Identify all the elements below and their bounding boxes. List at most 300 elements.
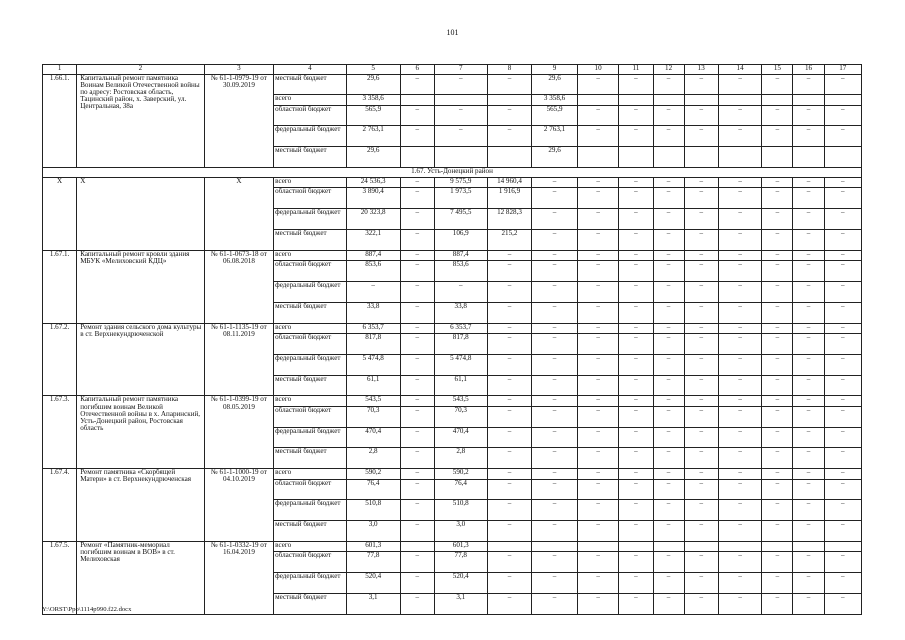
amount-cell: – — [762, 375, 793, 396]
amount-cell: – — [762, 282, 793, 303]
column-header: 17 — [824, 65, 861, 75]
item-number: 1.67.4. — [43, 469, 77, 542]
amount-cell: – — [532, 261, 578, 282]
amount-cell: – — [577, 500, 618, 521]
amount-cell: – — [824, 448, 861, 469]
expertise-number: X — [204, 178, 273, 251]
amount-cell: – — [653, 573, 684, 594]
amount-cell: – — [532, 334, 578, 355]
amount-cell: – — [653, 500, 684, 521]
amount-cell: 76,4 — [346, 479, 400, 500]
amount-cell — [653, 147, 684, 168]
amount-cell: 470,4 — [346, 427, 400, 448]
amount-cell: – — [684, 105, 718, 126]
amount-cell — [577, 541, 618, 551]
amount-cell: – — [487, 448, 532, 469]
amount-cell — [762, 147, 793, 168]
amount-cell: – — [577, 334, 618, 355]
amount-cell — [793, 541, 824, 551]
amount-cell: 6 353,7 — [346, 323, 400, 333]
funding-source: областной бюджет — [274, 261, 347, 282]
column-header: 14 — [718, 65, 762, 75]
amount-cell: – — [824, 469, 861, 479]
expertise-number: № 61-1-0979-19 от 30.09.2019 — [204, 74, 273, 168]
amount-cell: 565,9 — [346, 105, 400, 126]
funding-source: местный бюджет — [274, 375, 347, 396]
amount-cell: – — [487, 250, 532, 260]
amount-cell: – — [684, 209, 718, 230]
funding-source: областной бюджет — [274, 479, 347, 500]
amount-cell: – — [400, 250, 434, 260]
amount-cell — [400, 147, 434, 168]
amount-cell: – — [718, 105, 762, 126]
amount-cell — [684, 147, 718, 168]
amount-cell: – — [762, 521, 793, 542]
amount-cell — [400, 95, 434, 105]
amount-cell: – — [684, 375, 718, 396]
amount-cell: 33,8 — [346, 302, 400, 323]
amount-cell: 590,2 — [346, 469, 400, 479]
amount-cell: – — [619, 593, 653, 614]
amount-cell: – — [653, 469, 684, 479]
amount-cell: – — [684, 188, 718, 209]
amount-cell: – — [653, 427, 684, 448]
amount-cell: – — [577, 354, 618, 375]
amount-cell: – — [577, 573, 618, 594]
amount-cell: – — [577, 209, 618, 230]
amount-cell: – — [718, 74, 762, 95]
amount-cell — [434, 95, 487, 105]
amount-cell: – — [762, 448, 793, 469]
amount-cell: – — [718, 126, 762, 147]
amount-cell: – — [718, 593, 762, 614]
amount-cell: – — [718, 261, 762, 282]
amount-cell: – — [684, 178, 718, 188]
amount-cell: 590,2 — [434, 469, 487, 479]
expertise-number: № 61-1-0399-19 от 08.05.2019 — [204, 396, 273, 469]
amount-cell: – — [653, 230, 684, 251]
amount-cell: – — [718, 521, 762, 542]
amount-cell: 29,6 — [346, 147, 400, 168]
amount-cell: 2,8 — [434, 448, 487, 469]
item-number: 1.67.1. — [43, 250, 77, 323]
table-row — [43, 250, 862, 260]
amount-cell: – — [400, 469, 434, 479]
amount-cell: 3,0 — [346, 521, 400, 542]
amount-cell: – — [762, 406, 793, 427]
amount-cell: – — [487, 302, 532, 323]
funding-source: областной бюджет — [274, 105, 347, 126]
column-number-row — [43, 65, 862, 75]
amount-cell: – — [684, 469, 718, 479]
amount-cell: – — [718, 230, 762, 251]
object-name: Капитальный ремонт памятника погибшим воинам Великой Отечественной войны в х. Апаринский, Усть-Донецкий район, Ростовская область — [77, 396, 205, 469]
funding-source: федеральный бюджет — [274, 500, 347, 521]
amount-cell: 61,1 — [434, 375, 487, 396]
amount-cell: – — [793, 469, 824, 479]
column-header: 12 — [653, 65, 684, 75]
object-name: X — [77, 178, 205, 251]
funding-source: областной бюджет — [274, 188, 347, 209]
amount-cell: – — [487, 74, 532, 95]
amount-cell: – — [400, 105, 434, 126]
amount-cell: – — [684, 500, 718, 521]
amount-cell: – — [653, 593, 684, 614]
funding-source: всего — [274, 323, 347, 333]
amount-cell: 543,5 — [346, 396, 400, 406]
amount-cell: – — [487, 261, 532, 282]
amount-cell: – — [793, 323, 824, 333]
amount-cell: – — [400, 448, 434, 469]
amount-cell: – — [684, 427, 718, 448]
amount-cell: – — [824, 334, 861, 355]
amount-cell: 510,8 — [434, 500, 487, 521]
funding-source: федеральный бюджет — [274, 427, 347, 448]
amount-cell: – — [400, 74, 434, 95]
funding-source: местный бюджет — [274, 302, 347, 323]
amount-cell: – — [487, 396, 532, 406]
amount-cell: – — [653, 126, 684, 147]
amount-cell: 70,3 — [434, 406, 487, 427]
amount-cell: – — [653, 448, 684, 469]
amount-cell: – — [653, 261, 684, 282]
amount-cell: – — [824, 593, 861, 614]
amount-cell: 29,6 — [532, 74, 578, 95]
amount-cell: – — [487, 500, 532, 521]
column-header: 15 — [762, 65, 793, 75]
amount-cell: – — [824, 521, 861, 542]
amount-cell: – — [793, 406, 824, 427]
amount-cell: – — [532, 354, 578, 375]
amount-cell: – — [619, 573, 653, 594]
amount-cell: 601,3 — [346, 541, 400, 551]
amount-cell: – — [762, 354, 793, 375]
amount-cell: – — [619, 261, 653, 282]
amount-cell: – — [824, 178, 861, 188]
amount-cell: – — [487, 406, 532, 427]
column-header: 9 — [532, 65, 578, 75]
amount-cell: – — [400, 334, 434, 355]
amount-cell: – — [400, 302, 434, 323]
amount-cell: – — [824, 500, 861, 521]
amount-cell — [684, 95, 718, 105]
amount-cell: – — [532, 573, 578, 594]
amount-cell: – — [487, 282, 532, 303]
amount-cell: 77,8 — [434, 552, 487, 573]
amount-cell: 510,8 — [346, 500, 400, 521]
amount-cell: – — [346, 282, 400, 303]
amount-cell — [718, 541, 762, 551]
amount-cell: 5 474,8 — [346, 354, 400, 375]
amount-cell: – — [824, 552, 861, 573]
amount-cell: – — [684, 521, 718, 542]
column-header: 13 — [684, 65, 718, 75]
amount-cell: – — [793, 178, 824, 188]
expertise-number: № 61-1-0332-19 от 16.04.2019 — [204, 541, 273, 614]
amount-cell: – — [434, 74, 487, 95]
amount-cell: – — [619, 105, 653, 126]
item-number: 1.67.2. — [43, 323, 77, 396]
amount-cell: – — [619, 250, 653, 260]
amount-cell: – — [718, 573, 762, 594]
amount-cell: – — [793, 593, 824, 614]
amount-cell: – — [824, 302, 861, 323]
amount-cell: – — [434, 105, 487, 126]
amount-cell: – — [684, 230, 718, 251]
footer-file-path: Y:\ORST\Ppo\1114p990.f22.docx — [42, 606, 132, 613]
amount-cell: – — [619, 126, 653, 147]
amount-cell: – — [793, 479, 824, 500]
amount-cell: – — [762, 427, 793, 448]
amount-cell: – — [532, 250, 578, 260]
column-header: 16 — [793, 65, 824, 75]
amount-cell: – — [400, 375, 434, 396]
amount-cell: 6 353,7 — [434, 323, 487, 333]
amount-cell: – — [487, 375, 532, 396]
amount-cell: – — [793, 261, 824, 282]
amount-cell: – — [653, 521, 684, 542]
column-header: 8 — [487, 65, 532, 75]
funding-source: всего — [274, 396, 347, 406]
amount-cell: – — [824, 126, 861, 147]
amount-cell: – — [577, 323, 618, 333]
column-header: 7 — [434, 65, 487, 75]
amount-cell: – — [577, 230, 618, 251]
amount-cell: – — [532, 479, 578, 500]
amount-cell — [824, 541, 861, 551]
amount-cell — [824, 147, 861, 168]
amount-cell: – — [762, 74, 793, 95]
amount-cell: 565,9 — [532, 105, 578, 126]
amount-cell: – — [653, 250, 684, 260]
amount-cell — [487, 95, 532, 105]
amount-cell: – — [400, 178, 434, 188]
amount-cell: 20 323,8 — [346, 209, 400, 230]
amount-cell — [577, 95, 618, 105]
funding-source: федеральный бюджет — [274, 126, 347, 147]
budget-table — [42, 64, 862, 615]
amount-cell — [824, 95, 861, 105]
amount-cell: – — [762, 500, 793, 521]
amount-cell: 29,6 — [346, 74, 400, 95]
amount-cell: – — [718, 282, 762, 303]
amount-cell: – — [400, 573, 434, 594]
amount-cell: – — [577, 188, 618, 209]
amount-cell: 1 973,5 — [434, 188, 487, 209]
amount-cell: – — [762, 209, 793, 230]
amount-cell: – — [653, 209, 684, 230]
amount-cell: – — [400, 323, 434, 333]
amount-cell: – — [653, 74, 684, 95]
funding-source: областной бюджет — [274, 552, 347, 573]
object-name: Ремонт памятника «Скорбящей Матери» в ст. Верхнекундрюченская — [77, 469, 205, 542]
amount-cell: – — [619, 375, 653, 396]
amount-cell: – — [684, 354, 718, 375]
amount-cell: – — [718, 302, 762, 323]
amount-cell: – — [532, 593, 578, 614]
amount-cell: – — [824, 427, 861, 448]
section-title: 1.67. Усть-Донецкий район — [43, 168, 862, 178]
amount-cell: – — [793, 500, 824, 521]
amount-cell: 853,6 — [346, 261, 400, 282]
section-row — [43, 168, 862, 178]
amount-cell: – — [577, 469, 618, 479]
amount-cell: – — [619, 209, 653, 230]
amount-cell: 29,6 — [532, 147, 578, 168]
object-name: Капитальный ремонт кровли здания МБУК «Мелиховский КДЦ» — [77, 250, 205, 323]
amount-cell: 853,6 — [434, 261, 487, 282]
amount-cell: – — [653, 178, 684, 188]
amount-cell: 817,8 — [346, 334, 400, 355]
amount-cell: – — [619, 178, 653, 188]
amount-cell: – — [619, 552, 653, 573]
amount-cell — [487, 541, 532, 551]
amount-cell: – — [400, 479, 434, 500]
amount-cell: 1 916,9 — [487, 188, 532, 209]
amount-cell: – — [824, 282, 861, 303]
amount-cell: – — [684, 323, 718, 333]
amount-cell: – — [400, 261, 434, 282]
amount-cell: – — [718, 396, 762, 406]
amount-cell: – — [400, 354, 434, 375]
amount-cell: – — [434, 126, 487, 147]
amount-cell — [718, 95, 762, 105]
funding-source: всего — [274, 250, 347, 260]
amount-cell: – — [824, 74, 861, 95]
table-row — [43, 323, 862, 333]
amount-cell: – — [577, 521, 618, 542]
amount-cell: – — [487, 354, 532, 375]
funding-source: местный бюджет — [274, 74, 347, 95]
funding-source: федеральный бюджет — [274, 282, 347, 303]
amount-cell: – — [824, 323, 861, 333]
amount-cell: – — [400, 209, 434, 230]
amount-cell: – — [793, 354, 824, 375]
amount-cell: – — [718, 334, 762, 355]
amount-cell: 14 960,4 — [487, 178, 532, 188]
amount-cell: 3 358,6 — [532, 95, 578, 105]
amount-cell: – — [577, 105, 618, 126]
amount-cell: – — [718, 354, 762, 375]
amount-cell: – — [619, 521, 653, 542]
amount-cell: 61,1 — [346, 375, 400, 396]
amount-cell: – — [487, 469, 532, 479]
funding-source: местный бюджет — [274, 448, 347, 469]
funding-source: местный бюджет — [274, 521, 347, 542]
amount-cell: – — [684, 479, 718, 500]
item-number: X — [43, 178, 77, 251]
expertise-number: № 61-1-1135-19 от 08.11.2019 — [204, 323, 273, 396]
amount-cell: – — [400, 500, 434, 521]
amount-cell: 2,8 — [346, 448, 400, 469]
amount-cell: – — [532, 500, 578, 521]
amount-cell: – — [793, 250, 824, 260]
table-row — [43, 541, 862, 551]
amount-cell: – — [400, 126, 434, 147]
amount-cell: – — [718, 406, 762, 427]
item-number: 1.67.5. — [43, 541, 77, 614]
amount-cell: – — [824, 261, 861, 282]
amount-cell: – — [400, 427, 434, 448]
item-number: 1.66.1. — [43, 74, 77, 168]
amount-cell: 887,4 — [434, 250, 487, 260]
amount-cell: – — [718, 427, 762, 448]
amount-cell: – — [619, 469, 653, 479]
amount-cell: 887,4 — [346, 250, 400, 260]
amount-cell — [793, 95, 824, 105]
amount-cell: – — [793, 126, 824, 147]
amount-cell: – — [487, 521, 532, 542]
amount-cell: – — [400, 521, 434, 542]
amount-cell: – — [532, 282, 578, 303]
amount-cell: – — [793, 302, 824, 323]
amount-cell: – — [487, 573, 532, 594]
amount-cell: – — [824, 105, 861, 126]
funding-source: местный бюджет — [274, 230, 347, 251]
amount-cell: – — [793, 230, 824, 251]
funding-source: федеральный бюджет — [274, 354, 347, 375]
amount-cell: – — [532, 230, 578, 251]
amount-cell: 76,4 — [434, 479, 487, 500]
amount-cell: – — [718, 250, 762, 260]
object-name: Капитальный ремонт памятника Воинам Великой Отечественной войны по адресу: Ростовская область, Тацинский район, х. Заверский, ул. Центральная, 38а — [77, 74, 205, 168]
amount-cell: – — [718, 188, 762, 209]
amount-cell: – — [762, 593, 793, 614]
amount-cell: – — [793, 427, 824, 448]
amount-cell: – — [762, 250, 793, 260]
amount-cell: – — [718, 178, 762, 188]
amount-cell: 3,0 — [434, 521, 487, 542]
amount-cell: – — [577, 126, 618, 147]
amount-cell: – — [532, 448, 578, 469]
amount-cell: – — [577, 427, 618, 448]
amount-cell: – — [400, 406, 434, 427]
amount-cell: – — [532, 375, 578, 396]
amount-cell: 5 474,8 — [434, 354, 487, 375]
funding-source: всего — [274, 95, 347, 105]
amount-cell: – — [619, 282, 653, 303]
amount-cell: – — [762, 479, 793, 500]
amount-cell: – — [684, 126, 718, 147]
amount-cell: 3,1 — [434, 593, 487, 614]
amount-cell: – — [793, 573, 824, 594]
amount-cell: – — [793, 334, 824, 355]
amount-cell: – — [577, 282, 618, 303]
amount-cell: – — [762, 302, 793, 323]
amount-cell — [434, 147, 487, 168]
amount-cell: – — [532, 469, 578, 479]
funding-source: всего — [274, 178, 347, 188]
column-header: 4 — [274, 65, 347, 75]
amount-cell: – — [718, 323, 762, 333]
amount-cell: – — [577, 74, 618, 95]
amount-cell: 12 828,3 — [487, 209, 532, 230]
amount-cell: – — [532, 323, 578, 333]
amount-cell — [619, 147, 653, 168]
amount-cell: – — [762, 126, 793, 147]
amount-cell: – — [532, 188, 578, 209]
column-header: 5 — [346, 65, 400, 75]
amount-cell: – — [684, 396, 718, 406]
amount-cell: – — [718, 500, 762, 521]
amount-cell: – — [532, 178, 578, 188]
amount-cell: – — [684, 250, 718, 260]
funding-source: областной бюджет — [274, 334, 347, 355]
amount-cell: – — [824, 396, 861, 406]
amount-cell: – — [487, 593, 532, 614]
amount-cell: – — [824, 375, 861, 396]
funding-source: местный бюджет — [274, 147, 347, 168]
